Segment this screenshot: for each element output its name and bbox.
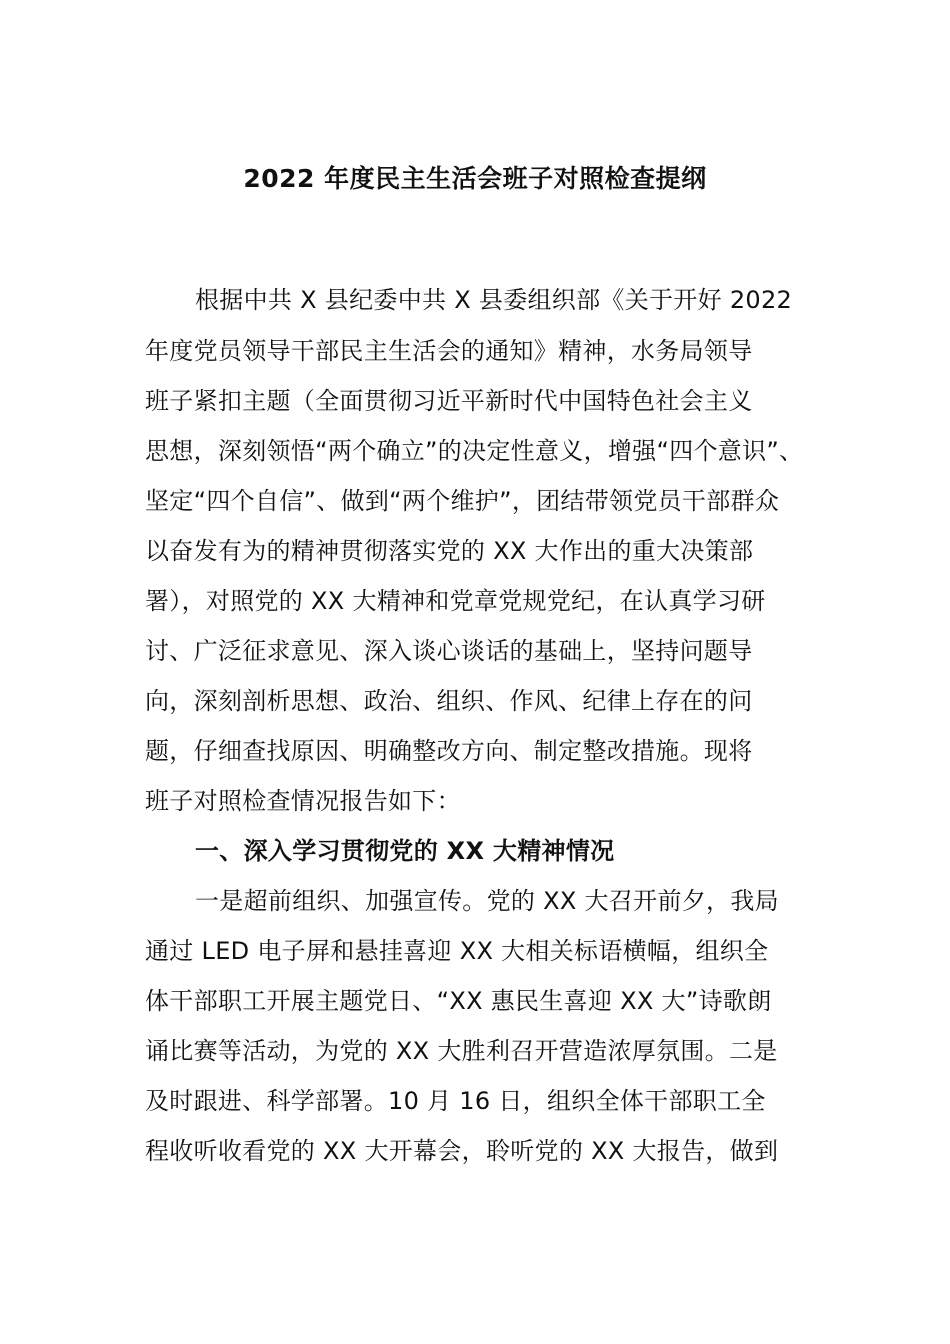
paragraph-line: 署），对照党的 XX 大精神和党章党规党纪，在认真学习研 — [145, 587, 766, 615]
paragraph-line: 以奋发有为的精神贯彻落实党的 XX 大作出的重大决策部 — [145, 537, 754, 565]
paragraph-line: 程收听收看党的 XX 大开幕会，聆听党的 XX 大报告，做到 — [145, 1137, 779, 1165]
paragraph-line: 思想，深刻领悟“两个确立”的决定性意义，增强“四个意识”、 — [145, 437, 804, 465]
paragraph-line: 根据中共 X 县纪委中共 X 县委组织部《关于开好 2022 — [195, 286, 793, 314]
paragraph-line: 体干部职工开展主题党日、“XX 惠民生喜迎 XX 大”诗歌朗 — [145, 987, 772, 1015]
paragraph-line: 一是超前组织、加强宣传。党的 XX 大召开前夕，我局 — [195, 887, 779, 915]
paragraph-line: 年度党员领导干部民主生活会的通知》精神，水务局领导 — [145, 337, 753, 365]
paragraph-line: 班子对照检查情况报告如下： — [145, 787, 461, 815]
paragraph-line: 讨、广泛征求意见、深入谈心谈话的基础上，坚持问题导 — [145, 637, 753, 665]
section-heading: 一、深入学习贯彻党的 XX 大精神情况 — [195, 837, 615, 865]
document-title: 2022 年度民主生活会班子对照检查提纲 — [243, 164, 707, 193]
paragraph-line: 诵比赛等活动，为党的 XX 大胜利召开营造浓厚氛围。二是 — [145, 1037, 778, 1065]
paragraph-line: 及时跟进、科学部署。10 月 16 日，组织全体干部职工全 — [145, 1087, 766, 1115]
paragraph-line: 坚定“四个自信”、做到“两个维护”，团结带领党员干部群众 — [145, 487, 780, 515]
paragraph-line: 向，深刻剖析思想、政治、组织、作风、纪律上存在的问 — [145, 687, 753, 715]
paragraph-line: 班子紧扣主题（全面贯彻习近平新时代中国特色社会主义 — [145, 387, 753, 415]
paragraph-line: 通过 LED 电子屏和悬挂喜迎 XX 大相关标语横幅，组织全 — [145, 937, 769, 965]
paragraph-line: 题，仔细查找原因、明确整改方向、制定整改措施。现将 — [145, 737, 753, 765]
